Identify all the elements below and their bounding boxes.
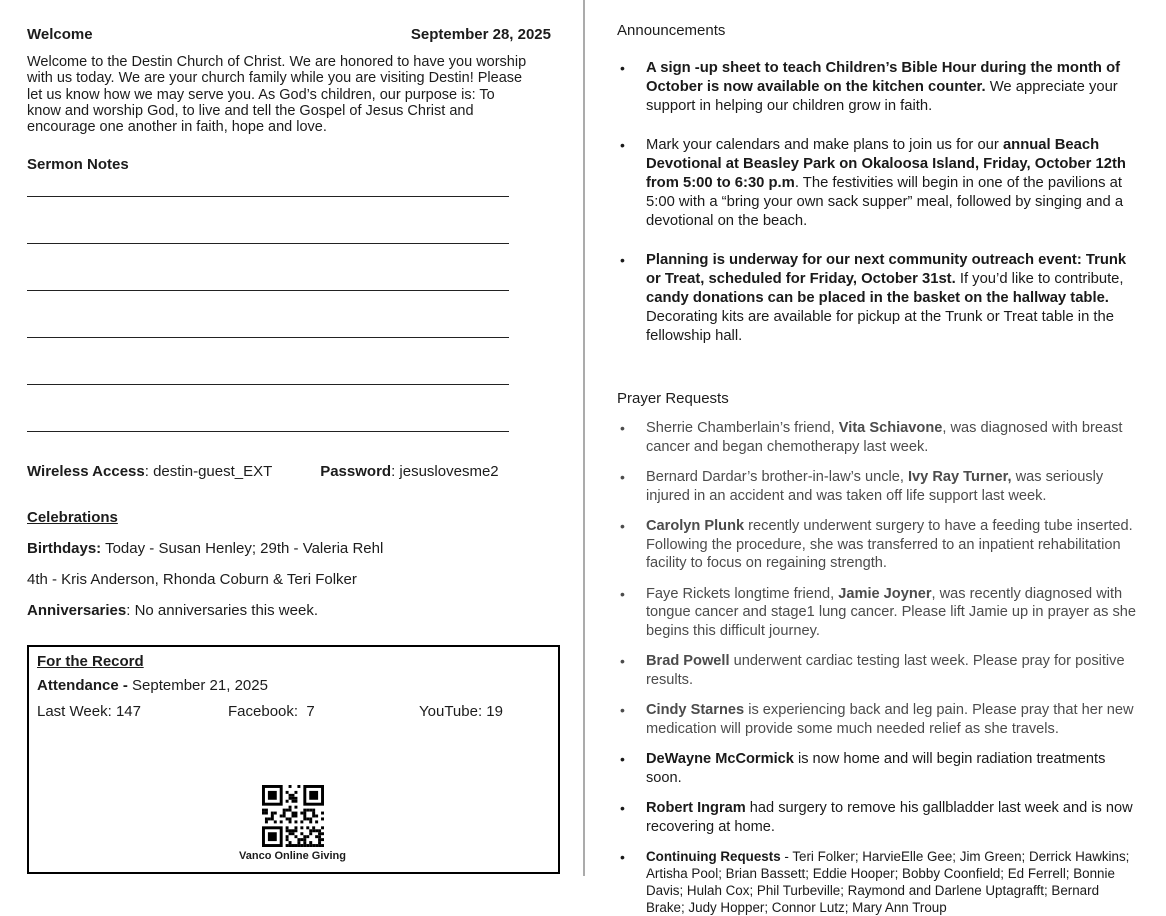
announcement-item-text: A sign -up sheet to teach Children’s Bible Hour during the month of October is now available on the kitchen counter. We appreciate your support in helping our children grow in faith. (646, 60, 1121, 114)
announcement-item (615, 136, 1138, 231)
sermon-notes-title: Sermon Notes (27, 156, 129, 174)
attendance-label: Attendance - (37, 677, 128, 695)
bullet-icon: • (620, 751, 625, 767)
bullet-icon: • (620, 420, 625, 436)
qr-caption: Vanco Online Giving (239, 850, 346, 863)
online-giving (37, 785, 548, 862)
bullet-icon: • (620, 252, 625, 268)
announcement-item-text: Mark your calendars and make plans to join us for our annual Beach Devotional at Beasley Park on Okaloosa Island, Friday, October 12th from 5:00 to 6:30 p.m. The festivities will begin in one of the pavilions at 5:00 with a “bring your own sack supper” meal, followed by singing and a devotional on the beach. (646, 137, 1126, 229)
sermon-note-line (27, 338, 509, 385)
attendance-line (37, 677, 548, 694)
bulletin-date: September 28, 2025 (410, 26, 551, 43)
birthdays-label: Birthdays: (27, 540, 102, 558)
prayer-request-item-text: Cindy Starnes is experiencing back and leg pain. Please pray that her new medication will provide some much needed relief as she travels. (646, 702, 1134, 737)
anniversaries-label: Anniversaries (27, 602, 127, 620)
announcement-item (615, 251, 1138, 346)
prayer-request-item-text: Continuing Requests - Teri Folker; HarvieElle Gee; Jim Green; Derrick Hawkins; Artisha Pool; Brian Bassett; Eddie Hooper; Bobby Coonfield; Ed Ferrell; Bonnie Davis; Hulah Cox; Phil Turbeville; Raymond and Darlene Uptagrafft; Bernard Brake; Judy Hopper; Connor Lutz; Mary Ann Troup (646, 849, 1130, 915)
prayer-request-item-text: Brad Powell underwent cardiac testing last week. Please pray for positive results. (646, 653, 1125, 688)
birthdays-line-2: 4th - Kris Anderson, Rhonda Coburn & Teri Folker (27, 571, 357, 589)
stat-youtube: YouTube: 19 (419, 703, 503, 721)
prayer-request-item (615, 652, 1138, 689)
birthdays-names: Today - Susan Henley; 29th - Valeria Rehl (101, 540, 384, 558)
stat-last-week: Last Week: 147 (37, 703, 141, 721)
record-box-title: For the Record (37, 653, 144, 671)
prayer-request-item (615, 419, 1138, 456)
celebrations-title: Celebrations (27, 509, 118, 527)
announcements-title: Announcements (617, 22, 726, 39)
wireless-ssid: : destin-guest_EXT (144, 463, 273, 481)
right-page (585, 0, 1166, 915)
bullet-icon: • (620, 800, 625, 816)
sermon-note-line (27, 291, 509, 338)
bullet-icon: • (620, 702, 625, 718)
password-value: : jesuslovesme2 (391, 463, 499, 481)
prayer-request-item-text: Faye Rickets longtime friend, Jamie Joyner, was recently diagnosed with tongue cancer and stage1 lung cancer. Please lift Jamie up in prayer as she begins this difficult journey. (646, 585, 1137, 639)
left-page-header (27, 26, 551, 43)
password-label: Password (320, 463, 392, 481)
prayer-request-item (615, 468, 1138, 505)
anniversaries-line (27, 602, 563, 619)
welcome-paragraph: Welcome to the Destin Church of Christ. We are honored to have you worship with us today. We are your church family while you are visiting Destin! Please let us know how we may serve you. As God’s children, our purpose is: To know and worship God, to live and tell the Gospel of Jesus Christ and encourage one another in faith, hope and love. (27, 54, 527, 136)
welcome-title: Welcome (27, 26, 93, 43)
prayer-request-item (615, 750, 1138, 787)
bullet-icon: • (620, 60, 625, 76)
prayer-requests-list (615, 419, 1138, 916)
prayer-request-item (615, 585, 1138, 641)
stat-facebook: Facebook: 7 (228, 703, 315, 721)
bullet-icon: • (620, 137, 625, 153)
prayer-request-item-text: Carolyn Plunk recently underwent surgery to have a feeding tube inserted. Following the procedure, she was transferred to an inpatient rehabilitation facility to focus on regaining strength. (646, 518, 1133, 571)
announcement-item (615, 59, 1138, 116)
bullet-icon: • (620, 653, 625, 669)
birthdays-line-1 (27, 540, 563, 557)
wireless-access-line (27, 463, 563, 480)
sermon-note-line (27, 197, 509, 244)
left-page (0, 0, 583, 895)
bullet-icon: • (620, 518, 625, 534)
prayer-request-item (615, 701, 1138, 738)
celebrations-section (27, 509, 563, 619)
qr-code (262, 785, 324, 847)
bullet-icon: • (620, 849, 625, 865)
anniversaries-text: : No anniversaries this week. (126, 602, 318, 620)
prayer-request-item (615, 848, 1138, 916)
prayer-request-item-text: Bernard Dardar’s brother-in-law’s uncle, Ivy Ray Turner, was seriously injured in an accident and was taken off life support last week. (646, 469, 1104, 504)
wireless-access-label: Wireless Access (27, 463, 145, 481)
sermon-note-line (27, 385, 509, 432)
bullet-icon: • (620, 585, 625, 602)
prayer-request-item (615, 517, 1138, 573)
bullet-icon: • (620, 469, 625, 485)
attendance-date: September 21, 2025 (127, 677, 268, 695)
sermon-notes-lines (27, 173, 563, 432)
prayer-request-item (615, 799, 1138, 836)
sermon-note-line (27, 173, 509, 197)
for-the-record-box (27, 645, 560, 874)
prayer-request-item-text: DeWayne McCormick is now home and will begin radiation treatments soon. (646, 751, 1106, 786)
prayer-request-item-text: Sherrie Chamberlain’s friend, Vita Schiavone, was diagnosed with breast cancer and began chemotherapy last week. (646, 420, 1123, 455)
announcement-item-text: Planning is underway for our next community outreach event: Trunk or Treat, scheduled for Friday, October 31st. If you’d like to contribute, candy donations can be placed in the basket on the hallway table. Decorating kits are available for pickup at the Trunk or Treat table in the fellowship hall. (646, 252, 1127, 344)
attendance-stats (37, 703, 548, 720)
sermon-note-line (27, 244, 509, 291)
prayer-requests-title: Prayer Requests (617, 390, 729, 407)
announcements-list (615, 59, 1138, 346)
prayer-request-item-text: Robert Ingram had surgery to remove his gallbladder last week and is now recovering at home. (646, 800, 1133, 835)
